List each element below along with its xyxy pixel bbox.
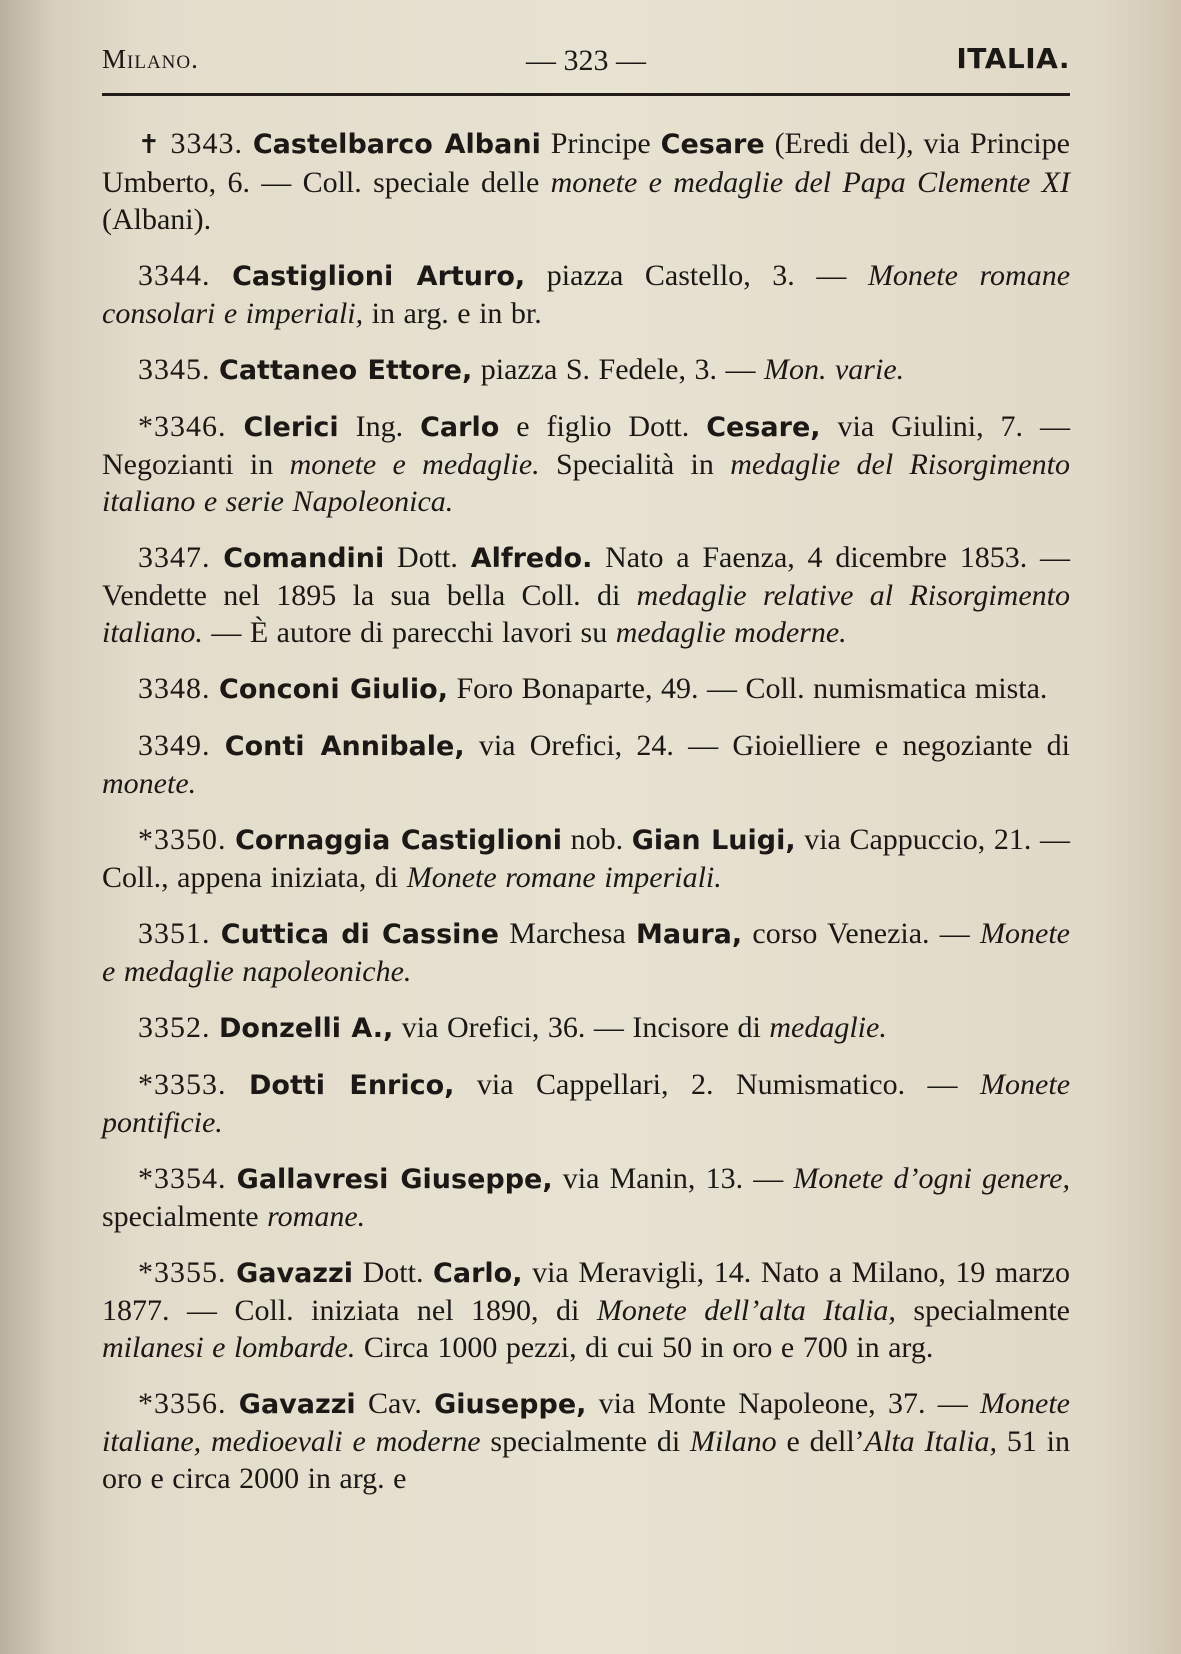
cross-mark: ✝: [138, 130, 171, 160]
entry-italic-text: medaglie relative al Risorgimento italiano.: [102, 579, 1070, 649]
entry-italic-text: Monete d’ogni genere,: [793, 1162, 1070, 1195]
entry-name-bold: Cuttica di Cassine: [220, 919, 499, 950]
entry-text: specialmente di: [480, 1425, 691, 1458]
entry-text: [227, 1387, 239, 1420]
entry-text: via Cappellari, 2. Numismatico. —: [454, 1068, 981, 1101]
entry-text: via Cappuccio, 21. — Coll., appena iniziata, di: [102, 823, 1070, 894]
entry-text: in arg. e in br.: [363, 297, 542, 330]
entry-text: Marchesa: [498, 917, 637, 950]
entry-text: via Orefici, 24. — Gioielliere e negoziante di: [464, 729, 1070, 762]
directory-entry: [102, 670, 1070, 708]
header-rule: [102, 93, 1070, 96]
entry-text: [227, 410, 244, 443]
entry-text: via Giulini, 7. — Negozianti in: [102, 410, 1071, 481]
entry-italic-text: Monete dell’alta Italia,: [596, 1294, 896, 1327]
entry-text: [227, 1256, 237, 1289]
entry-text: [227, 1068, 249, 1101]
entry-text: [211, 541, 224, 574]
entry-text: Ing.: [338, 410, 421, 443]
entry-number: 3352.: [138, 1011, 211, 1044]
entry-name-bold: Conti Annibale,: [224, 731, 465, 762]
entry-italic-text: medaglie del Risorgimento italiano e serie Napoleonica.: [102, 448, 1071, 518]
entry-number: 3344.: [138, 259, 211, 292]
entry-number: 3343.: [170, 127, 243, 160]
directory-entry: [102, 915, 1070, 990]
entry-text: [243, 127, 253, 160]
entry-italic-text: romane.: [267, 1200, 366, 1233]
entry-text: Specialità in: [539, 448, 731, 481]
header-country: ITALIA.: [956, 42, 1070, 75]
page-number: — 323 —: [526, 44, 646, 77]
entry-number: 3349.: [138, 729, 211, 762]
entry-name-bold: Alfredo.: [470, 543, 593, 574]
entry-name-bold: Dotti Enrico,: [248, 1070, 455, 1101]
entry-name-bold: Carlo,: [433, 1258, 523, 1289]
entry-name-bold: Maura,: [636, 919, 743, 950]
entry-italic-text: medaglie moderne.: [615, 616, 847, 649]
entry-italic-text: Monete e medaglie napoleoniche.: [102, 917, 1070, 988]
entry-number: *3350.: [138, 823, 227, 856]
directory-entry: [102, 1385, 1070, 1497]
entry-text: — È autore di parecchi lavori su: [202, 616, 616, 649]
entry-text: [211, 1011, 220, 1044]
entry-italic-text: Monete pontificie.: [102, 1068, 1071, 1139]
entry-name-bold: Castiglioni Arturo,: [232, 261, 526, 292]
entry-text: via Monte Napoleone, 37. —: [586, 1387, 981, 1420]
entry-italic-text: monete e medaglie.: [289, 448, 540, 481]
entry-number: *3355.: [138, 1256, 227, 1289]
entry-name-bold: Giuseppe,: [434, 1389, 587, 1420]
entry-text: specialmente: [102, 1200, 268, 1233]
entry-name-bold: Conconi Giulio,: [219, 674, 448, 705]
entry-text: piazza Castello, 3. —: [525, 259, 868, 292]
directory-entry: [102, 257, 1070, 332]
entry-name-bold: Gian Luigi,: [631, 825, 796, 856]
entry-name-bold: Cesare: [660, 129, 765, 160]
entry-text: e figlio Dott.: [499, 410, 707, 443]
entry-text: [211, 353, 220, 386]
directory-entry: [102, 1066, 1070, 1141]
entry-text: Foro Bonaparte, 49. — Coll. numismatica mista.: [447, 672, 1048, 705]
entry-name-bold: Cornaggia Castiglioni: [235, 825, 562, 856]
entry-italic-text: monete e medaglie del Papa Clemente XI: [550, 166, 1071, 199]
entry-text: [211, 729, 225, 762]
directory-entry: [102, 1254, 1070, 1366]
entry-italic-text: medaglie.: [769, 1011, 887, 1044]
entry-text: Cav.: [355, 1387, 435, 1420]
entry-italic-text: Monete romane consolari e imperiali,: [102, 259, 1071, 330]
directory-entry: [102, 539, 1070, 651]
directory-entry: [102, 408, 1070, 520]
directory-entry: [102, 351, 1070, 389]
entry-italic-text: Milano: [690, 1425, 777, 1458]
entry-text: e dell’: [776, 1425, 865, 1458]
entry-name-bold: Gavazzi: [238, 1389, 356, 1420]
entry-number: 3348.: [138, 672, 211, 705]
directory-entries: [102, 125, 1070, 1516]
entry-number: *3346.: [138, 410, 227, 443]
entry-text: [211, 672, 220, 705]
entry-name-bold: Cattaneo Ettore,: [219, 355, 473, 386]
entry-number: *3354.: [138, 1162, 227, 1195]
entry-text: [227, 1162, 237, 1195]
entry-name-bold: Donzelli A.,: [219, 1013, 394, 1044]
directory-entry: [102, 727, 1070, 802]
entry-number: *3356.: [138, 1387, 227, 1420]
entry-number: 3345.: [138, 353, 211, 386]
entry-text: nob.: [562, 823, 632, 856]
entry-text: piazza S. Fedele, 3. —: [472, 353, 764, 386]
entry-name-bold: Carlo: [420, 412, 500, 443]
entry-number: 3351.: [138, 917, 211, 950]
entry-text: Dott.: [384, 541, 471, 574]
entry-name-bold: Gavazzi: [236, 1258, 353, 1289]
entry-text: Nato a Faenza, 4 dicembre 1853. — Vendette nel 1895 la sua bella Coll. di: [102, 541, 1071, 612]
entry-text: Dott.: [353, 1256, 434, 1289]
entry-text: (Eredi del), via Principe Umberto, 6. — Coll. speciale delle: [102, 127, 1070, 199]
directory-entry: [102, 1160, 1070, 1235]
entry-text: Circa 1000 pezzi, di cui 50 in oro e 700 in arg.: [355, 1331, 934, 1364]
entry-text: specialmente: [895, 1294, 1070, 1327]
entry-italic-text: Monete romane imperiali.: [406, 861, 722, 894]
entry-text: via Orefici, 36. — Incisore di: [393, 1011, 770, 1044]
entry-text: via Manin, 13. —: [552, 1162, 794, 1195]
entry-number: 3347.: [138, 541, 211, 574]
entry-italic-text: milanesi e lombarde.: [102, 1331, 356, 1364]
entry-name-bold: Comandini: [223, 543, 385, 574]
entry-text: corso Venezia. —: [742, 917, 981, 950]
entry-name-bold: Gallavresi Giuseppe,: [236, 1164, 553, 1195]
entry-text: 51 in oro e circa 2000 in arg. e: [102, 1425, 1070, 1495]
entry-text: [211, 917, 221, 950]
entry-text: (Albani).: [102, 203, 212, 236]
entry-number: *3353.: [138, 1068, 227, 1101]
directory-entry: [102, 821, 1070, 896]
directory-entry: [102, 125, 1070, 238]
directory-entry: [102, 1009, 1070, 1047]
running-header: [102, 40, 1070, 82]
entry-italic-text: Mon. varie.: [764, 353, 905, 386]
entry-italic-text: Monete italiane, medioevali e moderne: [102, 1387, 1070, 1458]
entry-text: [227, 823, 236, 856]
entry-italic-text: Alta Italia,: [864, 1425, 997, 1458]
entry-text: [211, 259, 233, 292]
entry-italic-text: monete.: [102, 767, 197, 800]
entry-text: via Meravigli, 14. Nato a Milano, 19 marzo 1877. — Coll. iniziata nel 1890, di: [102, 1256, 1070, 1327]
entry-name-bold: Castelbarco Albani: [252, 129, 541, 160]
entry-name-bold: Clerici: [243, 412, 339, 443]
header-city: Milano.: [102, 44, 199, 74]
entry-name-bold: Cesare,: [706, 412, 821, 443]
entry-text: Principe: [540, 127, 661, 160]
